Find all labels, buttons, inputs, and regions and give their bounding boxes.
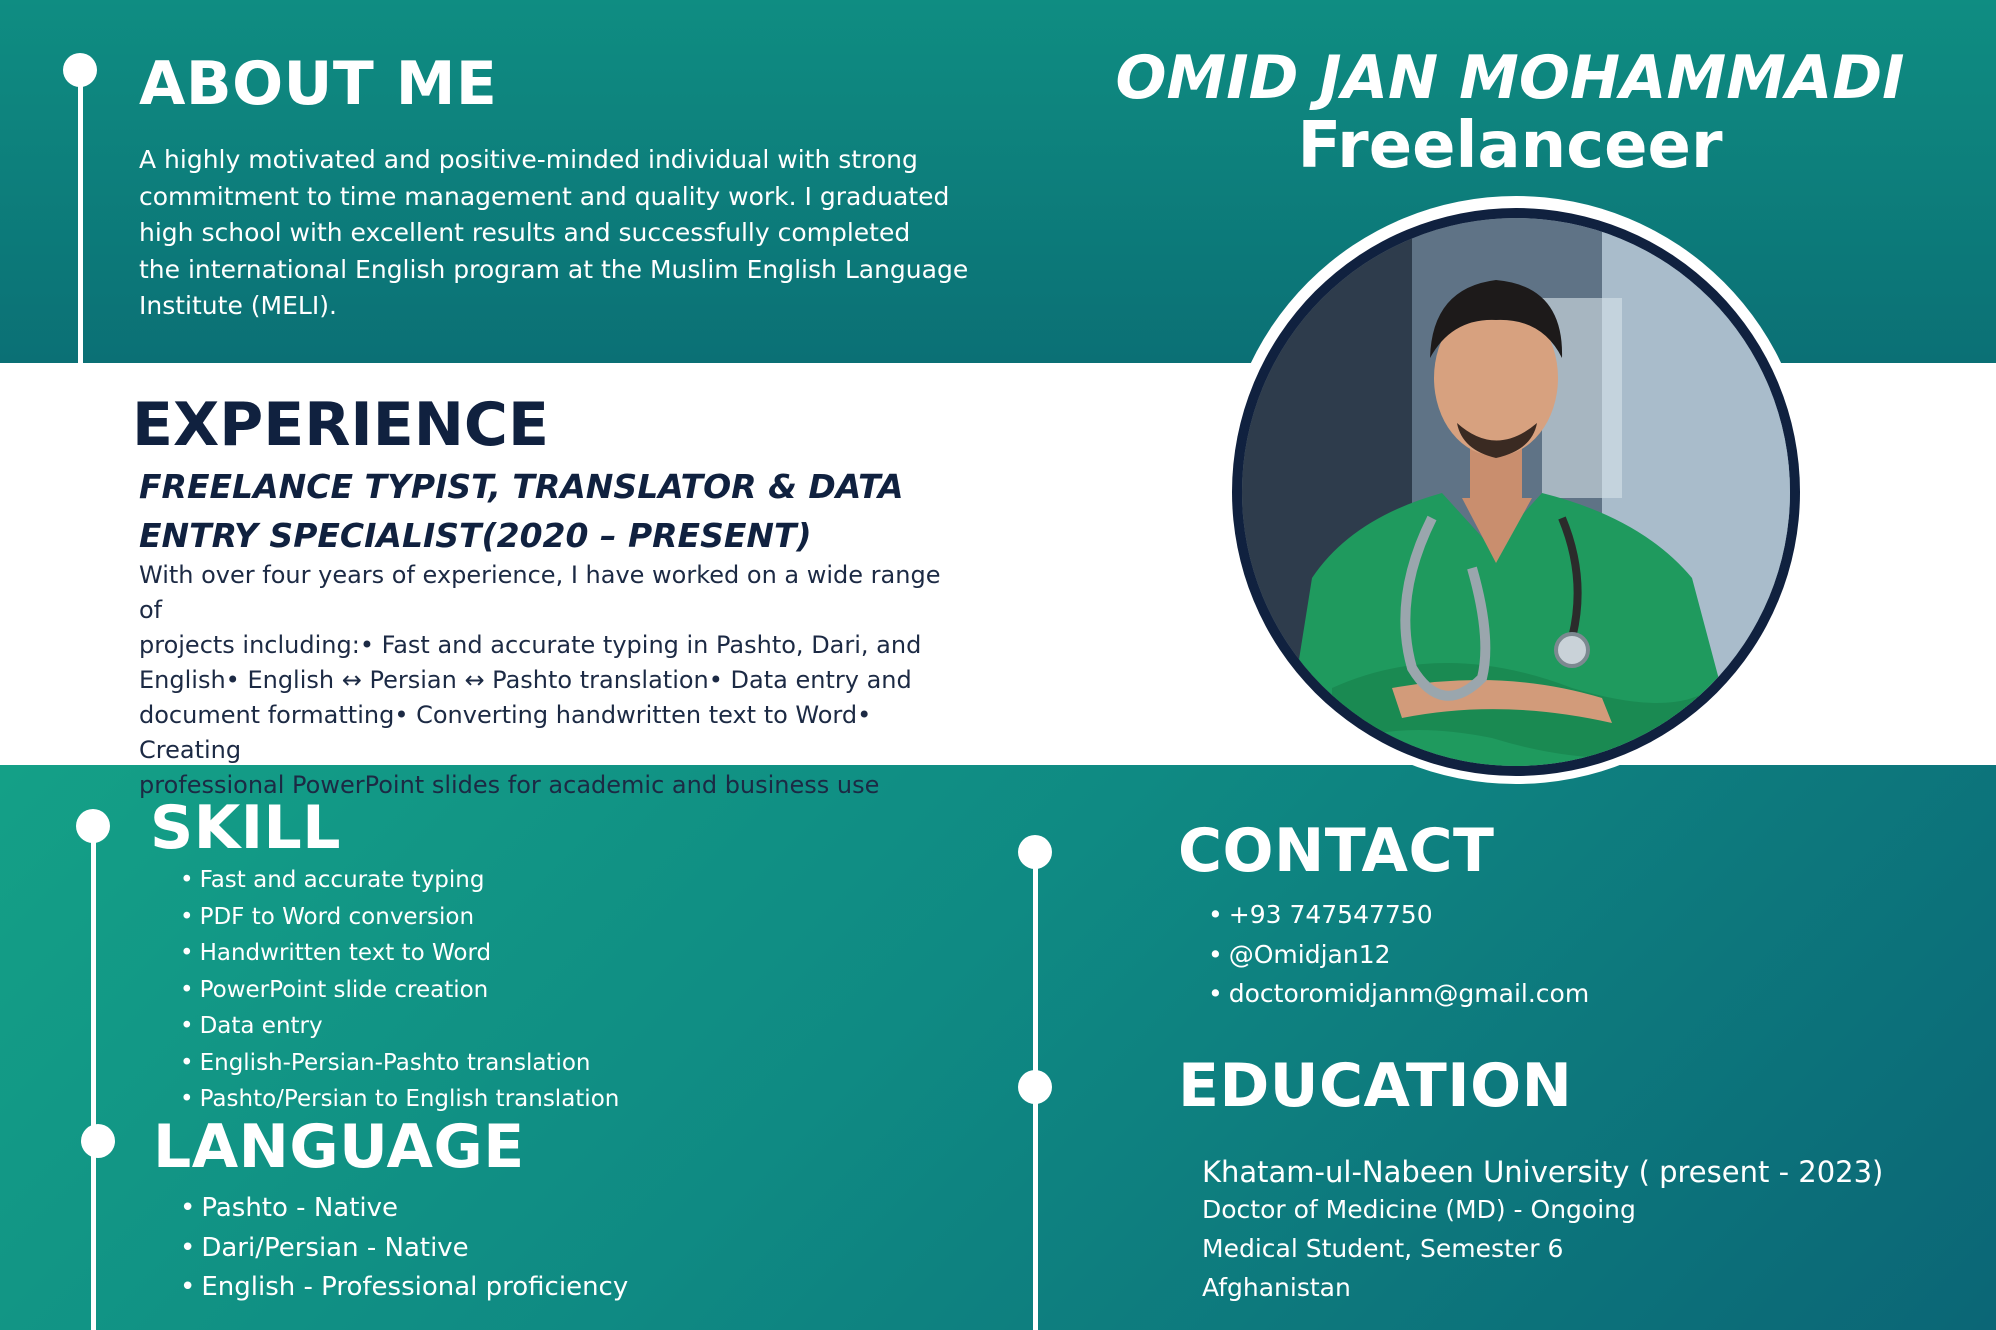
language-item: • Pashto - Native	[180, 1189, 628, 1229]
contact-phone[interactable]: • +93 747547750	[1208, 895, 1589, 935]
experience-heading: EXPERIENCE	[132, 390, 549, 460]
skill-item: • Fast and accurate typing	[180, 862, 619, 899]
name-title: OMID JAN MOHAMMADI	[1115, 43, 1905, 113]
profile-photo-illustration	[1242, 218, 1790, 766]
about-line: A highly motivated and positive-minded individual with strong	[139, 145, 918, 174]
contact-heading: CONTACT	[1178, 816, 1495, 886]
skill-item: • PDF to Word conversion	[180, 899, 619, 936]
education-school: Khatam-ul-Nabeen University ( present - 2023)	[1202, 1155, 1884, 1189]
profile-photo-frame	[1232, 208, 1800, 776]
about-line: commitment to time management and quality work. I graduated	[139, 181, 950, 211]
education-heading: EDUCATION	[1178, 1051, 1573, 1121]
experience-line: With over four years of experience, I have worked on a wide range of	[139, 561, 941, 624]
education-details	[1202, 1190, 1636, 1307]
contact-email[interactable]: • doctoromidjanm@gmail.com	[1208, 974, 1589, 1014]
about-line: Institute (MELI).	[139, 291, 337, 320]
job-title-line: FREELANCE TYPIST, TRANSLATOR & DATA	[139, 467, 904, 506]
about-line: the international English program at the Muslim English Language	[139, 254, 969, 284]
about-heading: ABOUT ME	[139, 49, 498, 119]
skill-item: • English-Persian-Pashto translation	[180, 1045, 619, 1082]
experience-line: document formatting• Converting handwritten text to Word• Creating	[139, 701, 872, 764]
language-timeline-dot	[81, 1124, 115, 1158]
job-title-line: ENTRY SPECIALIST(2020 – PRESENT)	[139, 516, 812, 555]
skill-item: • Data entry	[180, 1008, 619, 1045]
experience-paragraph	[139, 558, 959, 803]
education-line: Doctor of Medicine (MD) - Ongoing	[1202, 1195, 1636, 1224]
about-line: high school with excellent results and successfully completed	[139, 218, 911, 247]
experience-line: English• English ↔ Persian ↔ Pashto translation• Data entry and	[139, 666, 912, 694]
language-heading: LANGUAGE	[153, 1112, 525, 1182]
contact-list	[1208, 895, 1589, 1014]
education-line: Medical Student, Semester 6	[1202, 1234, 1564, 1263]
skill-item: • PowerPoint slide creation	[180, 972, 619, 1009]
about-timeline-line	[78, 70, 83, 363]
language-item: • Dari/Persian - Native	[180, 1229, 628, 1269]
language-item: • English - Professional proficiency	[180, 1268, 628, 1308]
profile-photo	[1242, 218, 1790, 766]
skill-list	[180, 862, 619, 1118]
education-line: Afghanistan	[1202, 1273, 1351, 1302]
skill-item: • Pashto/Persian to English translation	[180, 1081, 619, 1118]
experience-line: professional PowerPoint slides for academic and business use	[139, 771, 880, 799]
contact-handle[interactable]: • @Omidjan12	[1208, 935, 1589, 975]
role-subtitle: Freelanceer	[1297, 109, 1723, 183]
skill-timeline-line	[91, 826, 96, 1330]
skill-item: • Handwritten text to Word	[180, 935, 619, 972]
about-paragraph	[139, 142, 969, 325]
language-list	[180, 1189, 628, 1308]
job-title	[139, 462, 904, 560]
skill-heading: SKILL	[150, 793, 341, 863]
experience-line: projects including:• Fast and accurate typing in Pashto, Dari, and	[139, 631, 922, 659]
education-timeline-dot	[1018, 1070, 1052, 1104]
